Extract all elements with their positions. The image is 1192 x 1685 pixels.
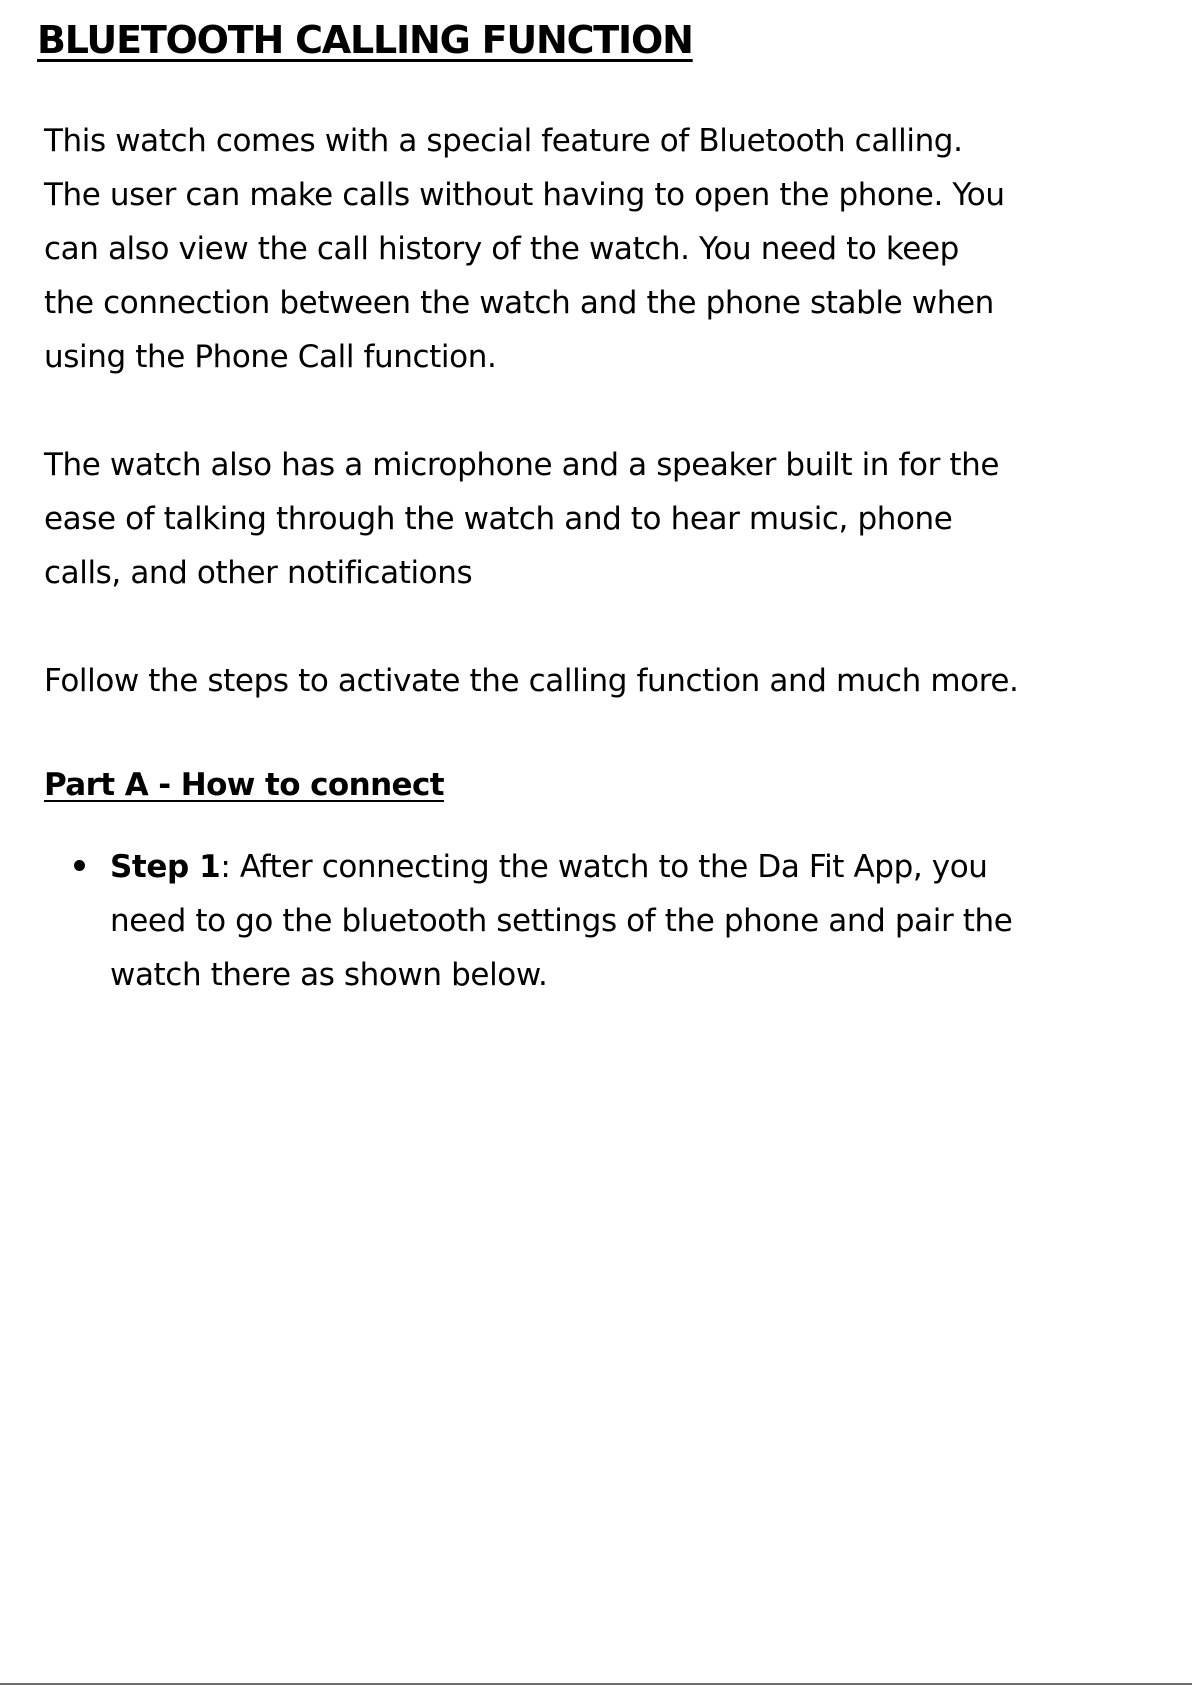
intro-line: can also view the call history of the watch. You need to keep [44, 231, 959, 267]
intro-line: using the Phone Call function. [44, 339, 497, 375]
microphone-line: The watch also has a microphone and a speaker built in for the [44, 447, 1000, 483]
intro-paragraph [44, 114, 1164, 384]
microphone-paragraph [44, 438, 1164, 600]
part-a-heading: Part A - How to connect [44, 767, 444, 803]
step-1-label: Step 1 [110, 849, 221, 885]
bullet-icon [74, 860, 85, 871]
follow-steps-paragraph: Follow the steps to activate the calling function and much more. [44, 663, 1019, 699]
microphone-line: ease of talking through the watch and to hear music, phone [44, 501, 953, 537]
step-1-line: watch there as shown below. [110, 957, 548, 993]
step-1-list-item [110, 840, 1170, 1002]
intro-line: The user can make calls without having to open the phone. You [44, 177, 1005, 213]
step-1-line [110, 840, 1170, 894]
step-1-line: need to go the bluetooth settings of the phone and pair the [110, 903, 1013, 939]
microphone-line: calls, and other notifications [44, 555, 473, 591]
page-title: BLUETOOTH CALLING FUNCTION [37, 18, 693, 62]
intro-line: This watch comes with a special feature of Bluetooth calling. [44, 123, 963, 159]
intro-line: the connection between the watch and the phone stable when [44, 285, 994, 321]
step-1-text: : After connecting the watch to the Da Fit App, you [220, 849, 988, 885]
